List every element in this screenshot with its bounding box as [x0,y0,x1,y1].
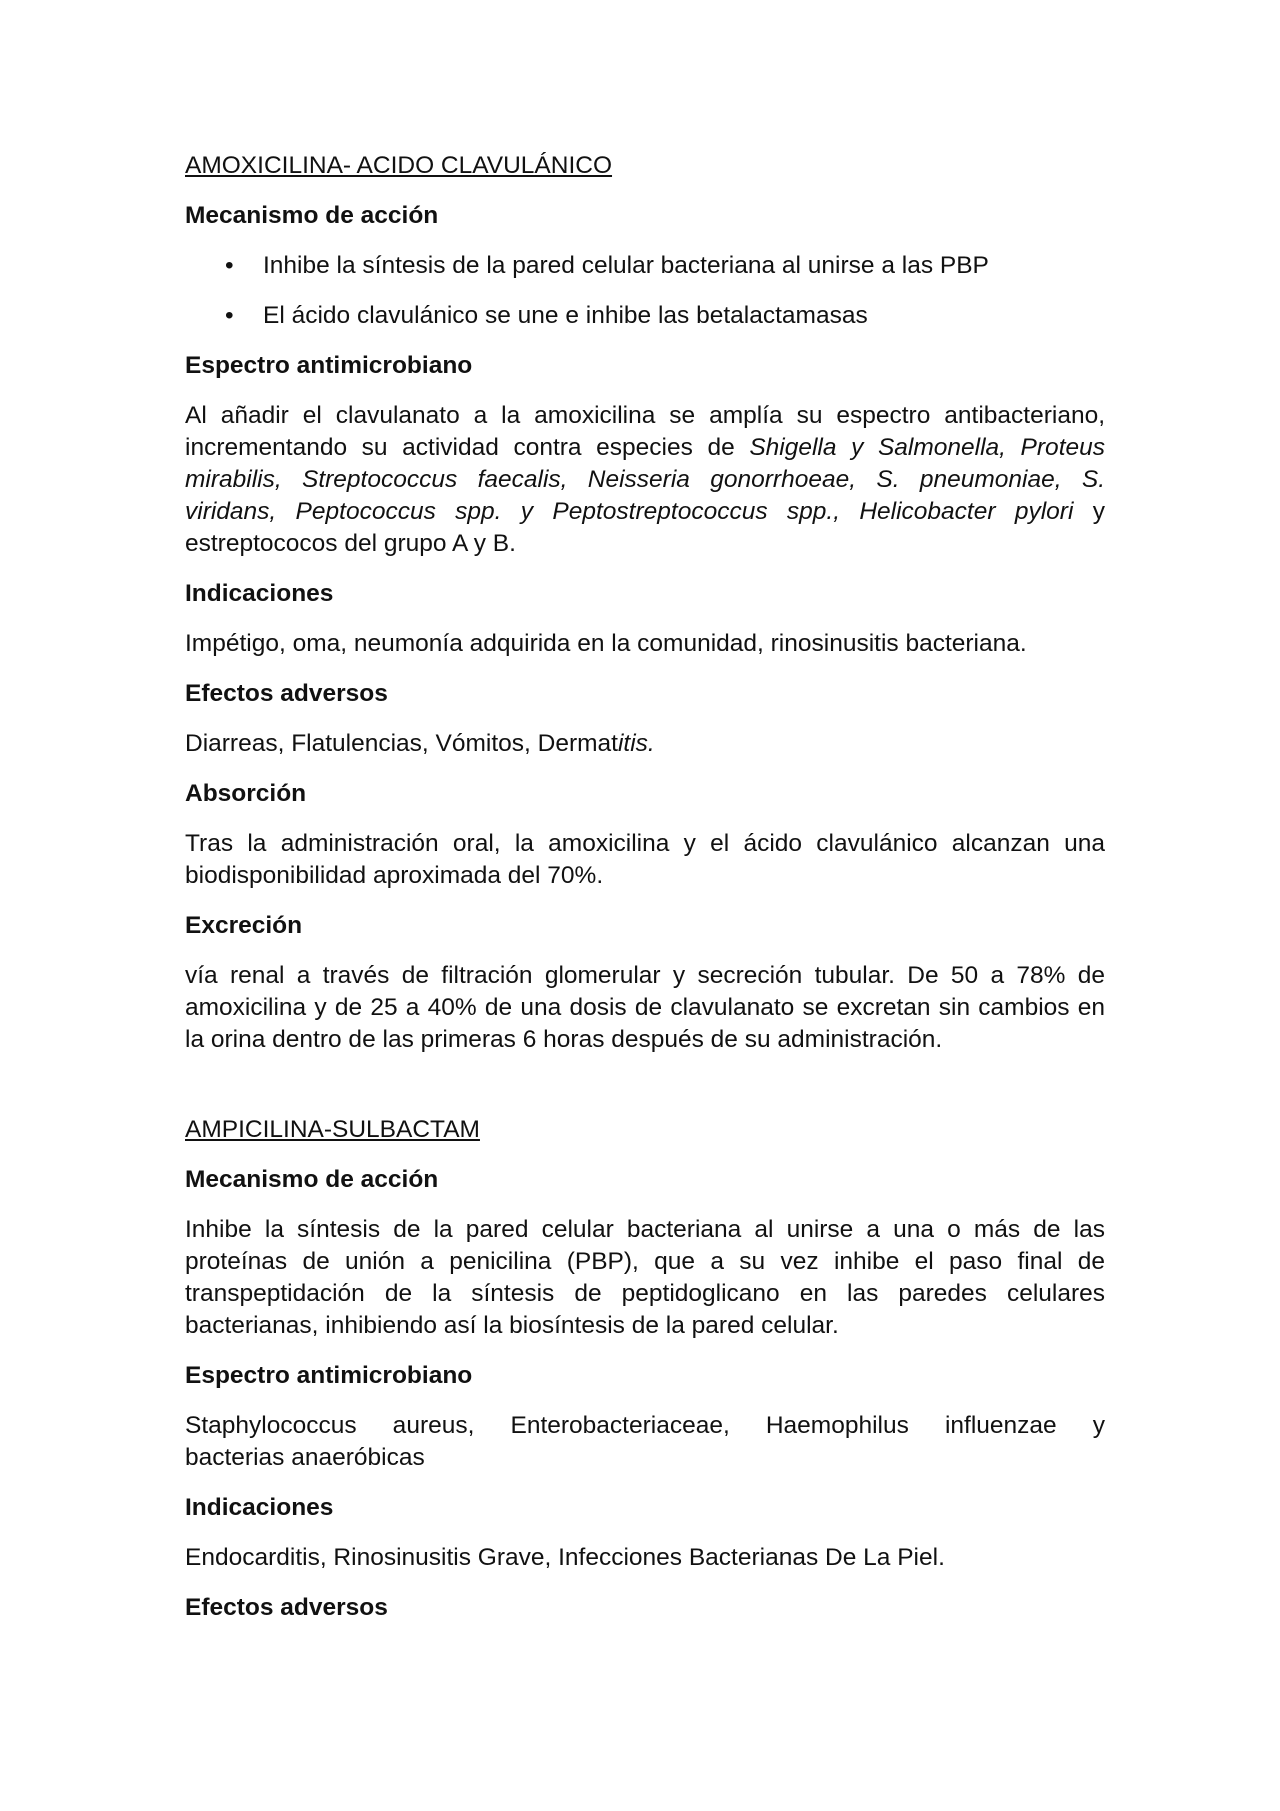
section-title-amoxicilina: AMOXICILINA- ACIDO CLAVULÁNICO [185,152,613,179]
excrecion-paragraph: vía renal a través de filtración glomerular y secreción tubular. De 50 a 78% de amoxicilina y de 25 a 40% de una dosis de clavulanato se excretan sin cambios en la orina dentro de las primeras 6 horas después de su administración. [185,962,1105,1053]
espectro-text-part: Al añadir el clavulanato a la amoxicilina se amplía su espectro antibacteriano, incrementando su actividad contra especies de [185,402,1105,461]
indicaciones-paragraph-1: Impétigo, oma, neumonía adquirida en la comunidad, rinosinusitis bacteriana. [185,630,1027,657]
absorcion-paragraph: Tras la administración oral, la amoxicilina y el ácido clavulánico alcanzan una biodisponibilidad aproximada del 70%. [185,830,1105,889]
bullet-text: El ácido clavulánico se une e inhibe las betalactamasas [263,302,868,329]
efectos-text-part: Diarreas, Flatulencias, Vómitos, Dermat [185,730,618,757]
heading-excrecion: Excreción [185,912,303,939]
list-item [185,300,1105,332]
mecanismo-paragraph-2: Inhibe la síntesis de la pared celular bacteriana al unirse a una o más de las proteínas de unión a penicilina (PBP), que a su vez inhibe el paso final de transpeptidación de la síntesis de peptidoglicano en las paredes celulares bacterianas, inhibiendo así la biosíntesis de la pared celular. [185,1216,1105,1339]
espectro-paragraph-2 [185,1410,1105,1474]
heading-efectos-2: Efectos adversos [185,1594,388,1621]
bullet-text: Inhibe la síntesis de la pared celular bacteriana al unirse a las PBP [263,252,989,279]
heading-absorcion: Absorción [185,780,307,807]
espectro-paragraph-1 [185,400,1105,560]
bullet-icon: • [225,252,234,279]
heading-indicaciones-2: Indicaciones [185,1494,334,1521]
heading-espectro-2: Espectro antimicrobiano [185,1362,473,1389]
list-item [185,250,1105,282]
espectro-text-part: y estreptococos del grupo A y B. [185,498,1105,557]
bullet-icon: • [225,302,234,329]
heading-mecanismo-1: Mecanismo de acción [185,202,439,229]
heading-espectro-1: Espectro antimicrobiano [185,352,473,379]
espectro-line-1: Staphylococcus aureus, Enterobacteriaceae, Haemophilus influenzae y [185,1412,1105,1439]
efectos-paragraph-1 [185,728,1105,760]
mecanismo-bullet-list [185,250,1105,332]
espectro-species-italic: Shigella y Salmonella, Proteus mirabilis, Streptococcus faecalis, Neisseria gonorrhoeae, S. pneumoniae, S. viridans, Peptococcus spp. y Peptostreptococcus spp., Helicobacter pylori [185,434,1105,525]
efectos-text-italic: itis. [617,730,655,757]
heading-indicaciones-1: Indicaciones [185,580,334,607]
indicaciones-paragraph-2: Endocarditis, Rinosinusitis Grave, Infecciones Bacterianas De La Piel. [185,1544,945,1571]
document-page [185,150,1105,1642]
heading-efectos-1: Efectos adversos [185,680,388,707]
section-title-ampicilina: AMPICILINA-SULBACTAM [185,1116,480,1143]
heading-mecanismo-2: Mecanismo de acción [185,1166,439,1193]
espectro-line-2: bacterias anaeróbicas [185,1444,425,1471]
